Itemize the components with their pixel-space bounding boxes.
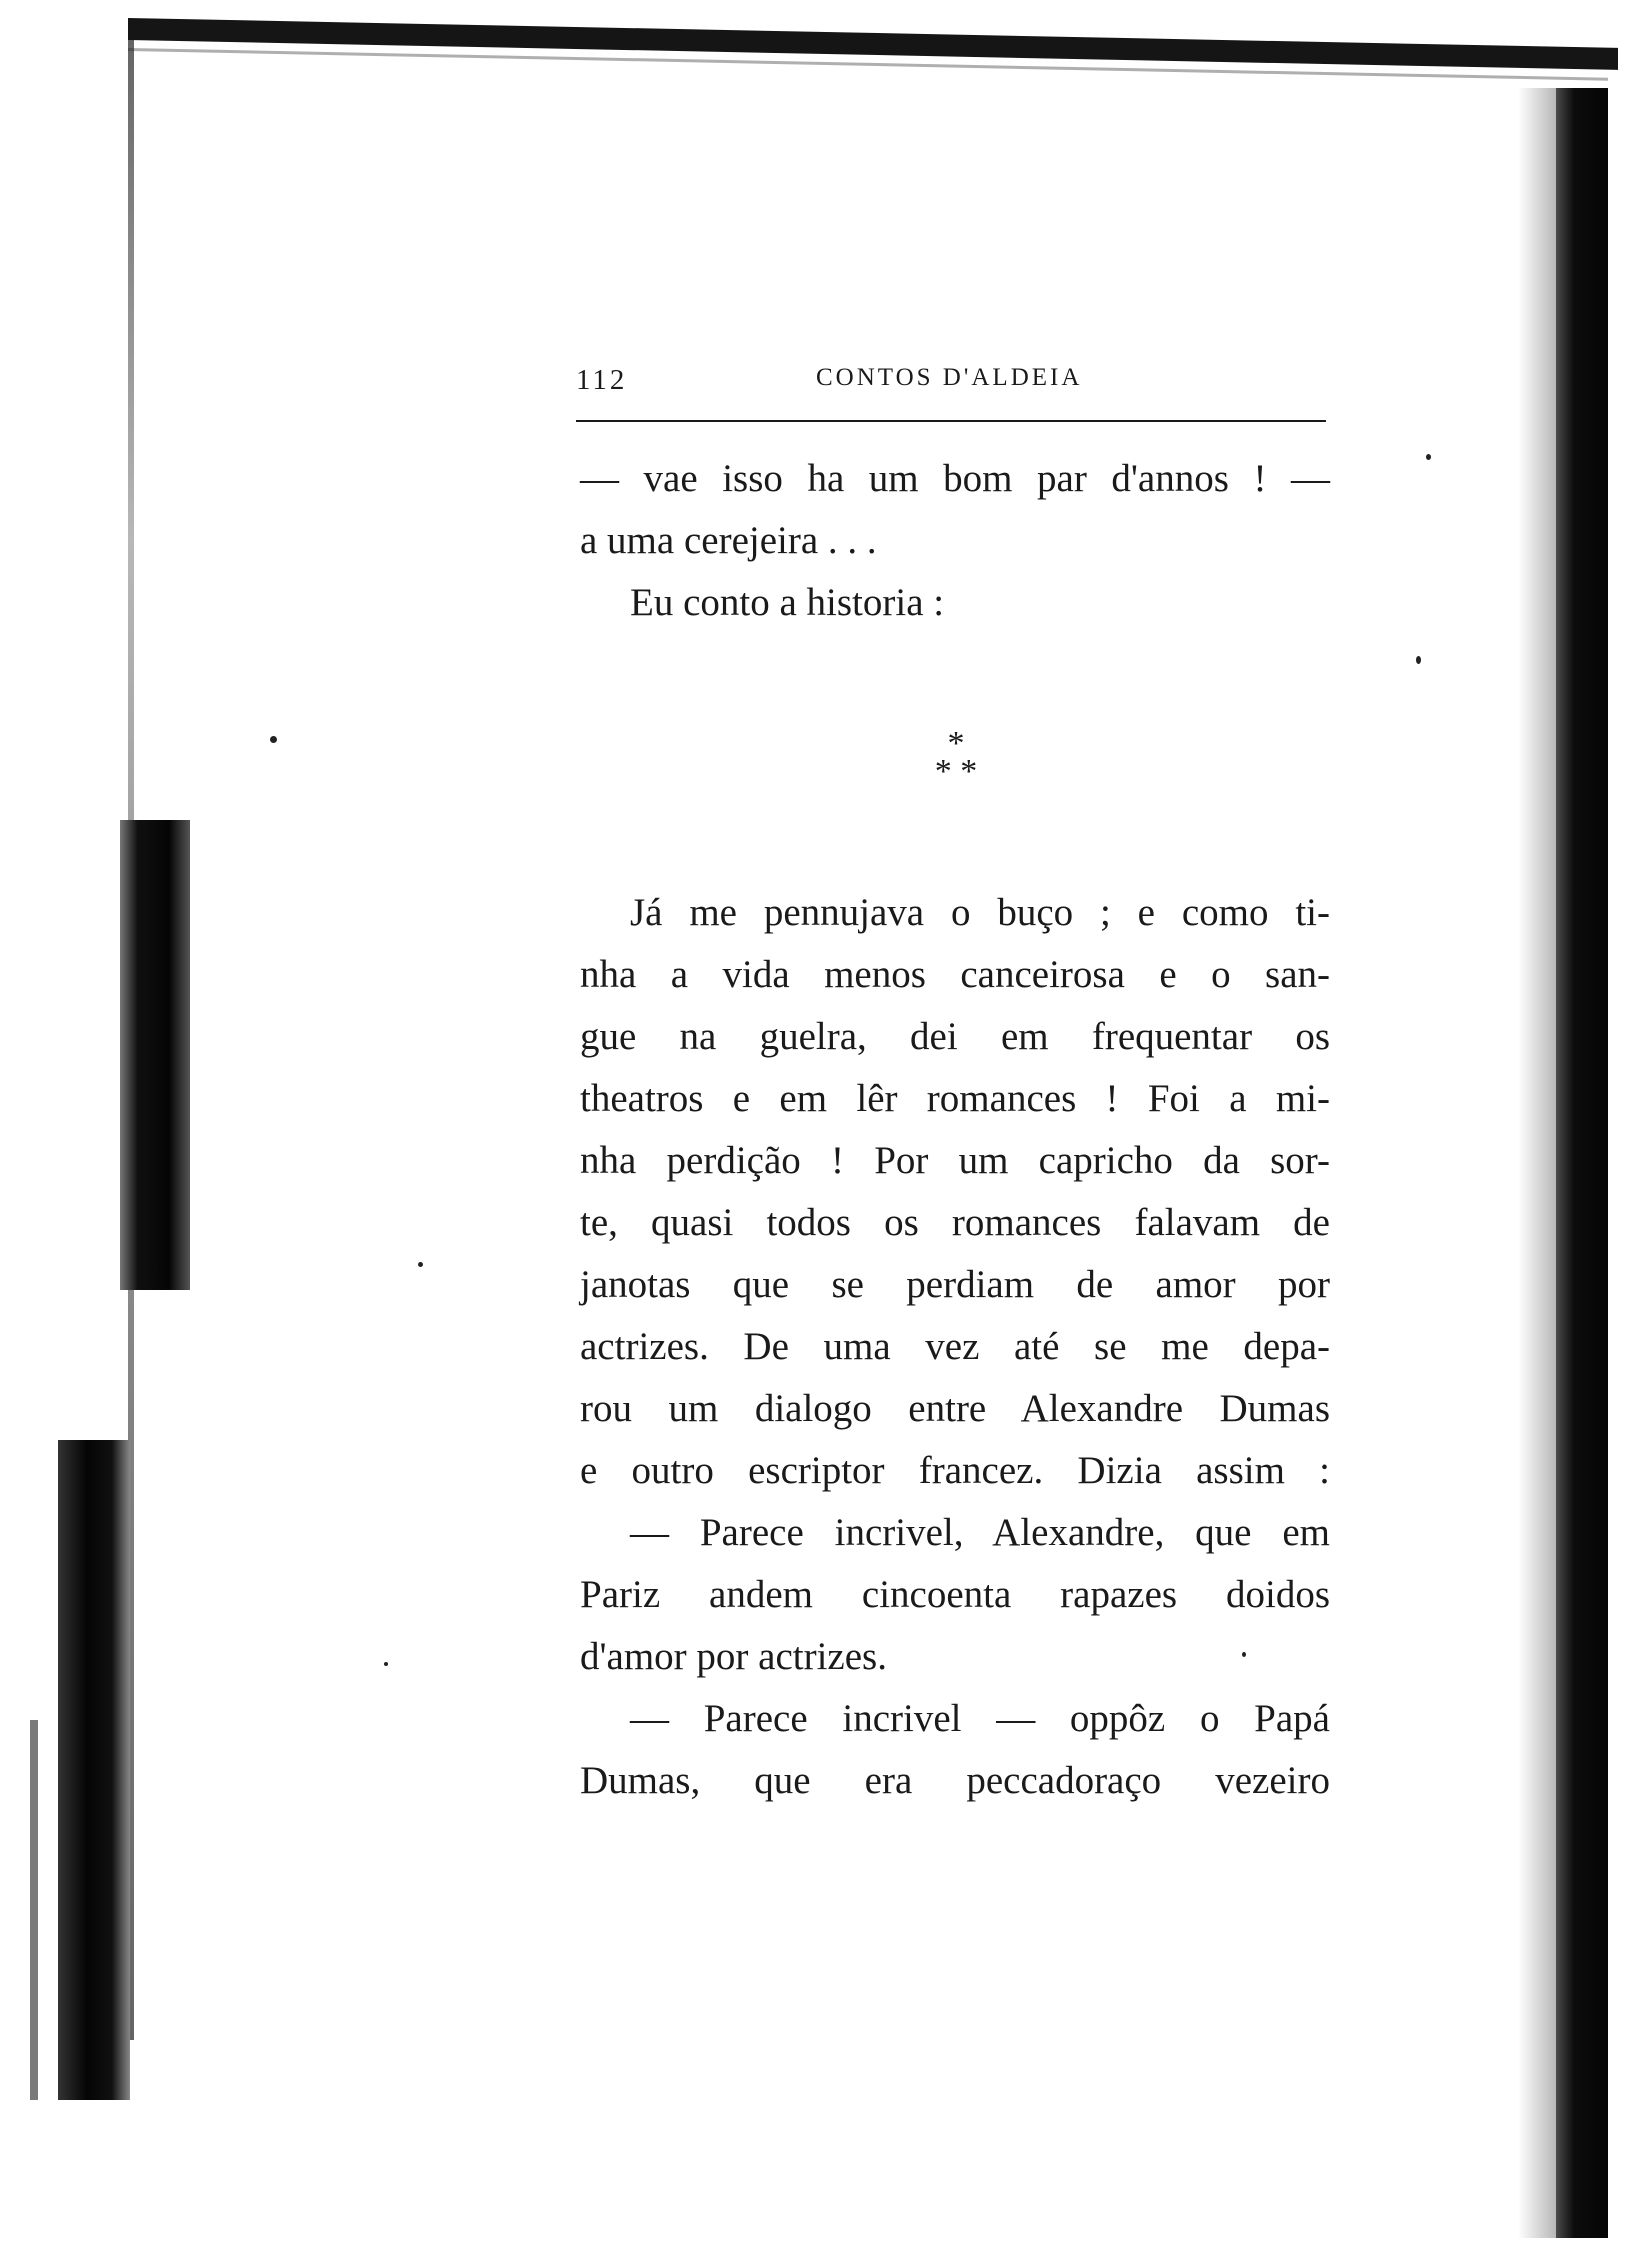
running-title: CONTOS D'ALDEIA bbox=[816, 364, 1083, 391]
text-line: — vae isso ha um bom par d'annos ! — bbox=[580, 457, 1330, 500]
asterism-bottom: * * bbox=[934, 753, 978, 790]
scan-speck bbox=[384, 1662, 388, 1666]
text-line: a uma cerejeira . . . bbox=[580, 519, 877, 562]
asterism-top: * bbox=[947, 725, 965, 762]
section-break-asterism bbox=[926, 725, 986, 790]
text-line: te, quasi todos os romances falavam de bbox=[580, 1201, 1330, 1244]
text-block-opening bbox=[580, 448, 1330, 634]
text-line: nha perdição ! Por um capricho da sor- bbox=[580, 1139, 1330, 1182]
text-line: Eu conto a historia : bbox=[630, 581, 945, 624]
text-line: Pariz andem cincoenta rapazes doidos bbox=[580, 1573, 1330, 1616]
text-line: — Parece incrivel — oppôz o Papá bbox=[630, 1697, 1330, 1740]
scan-speck bbox=[418, 1262, 423, 1267]
text-line: nha a vida menos canceirosa e o san- bbox=[580, 953, 1330, 996]
text-line: e outro escriptor francez. Dizia assim : bbox=[580, 1449, 1330, 1492]
text-line: theatros e em lêr romances ! Foi a mi- bbox=[580, 1077, 1330, 1120]
text-block-body bbox=[580, 882, 1330, 1812]
text-line: Dumas, que era peccadoraço vezeiro bbox=[580, 1759, 1330, 1802]
page-number: 112 bbox=[576, 364, 628, 396]
text-line: rou um dialogo entre Alexandre Dumas bbox=[580, 1387, 1330, 1430]
scan-shadow-right bbox=[1518, 88, 1558, 2238]
text-line: janotas que se perdiam de amor por bbox=[580, 1263, 1330, 1306]
scan-border-right bbox=[1556, 88, 1608, 2238]
header-rule bbox=[576, 420, 1326, 422]
text-line: gue na guelra, dei em frequentar os bbox=[580, 1015, 1330, 1058]
scan-speck bbox=[270, 736, 277, 743]
scan-binding-wisp bbox=[30, 1720, 38, 2100]
text-line: — Parece incrivel, Alexandre, que em bbox=[630, 1511, 1330, 1554]
scan-binding-mark-upper bbox=[120, 820, 190, 1290]
text-line: d'amor por actrizes. bbox=[580, 1635, 887, 1678]
scan-speck bbox=[1416, 656, 1421, 664]
running-head bbox=[576, 354, 1326, 414]
text-line: actrizes. De uma vez até se me depa- bbox=[580, 1325, 1330, 1368]
scan-speck bbox=[1426, 454, 1431, 460]
text-line: Já me pennujava o buço ; e como ti- bbox=[630, 891, 1330, 934]
scan-binding-mark-lower bbox=[58, 1440, 130, 2100]
